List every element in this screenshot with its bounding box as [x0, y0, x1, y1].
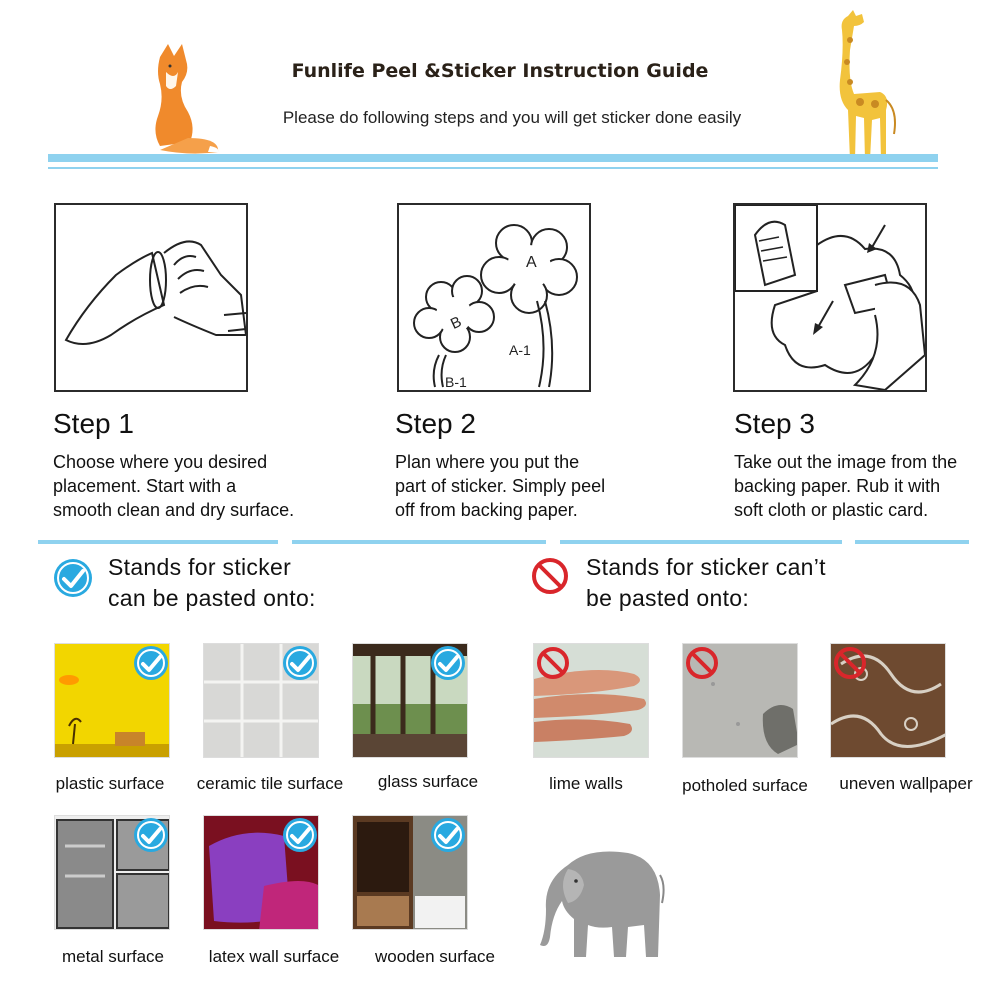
label-a1: A-1	[509, 342, 531, 358]
can-legend-line: can be pasted onto:	[108, 585, 316, 611]
step1-line: Choose where you desired	[53, 452, 268, 472]
step2-line: Plan where you put the	[395, 452, 580, 472]
step1-description	[53, 450, 343, 522]
section-divider	[855, 540, 969, 544]
step3-line: soft cloth or plastic card.	[734, 500, 929, 520]
step2-illustration	[397, 203, 591, 392]
cannot-legend-line: Stands for sticker can’t	[586, 554, 826, 580]
label-a: A	[526, 254, 537, 271]
caption-metal-surface: metal surface	[61, 947, 165, 966]
caption-lime-walls: lime walls	[549, 774, 623, 793]
page-subtitle: Please do following steps and you will get sticker done easily	[282, 108, 742, 127]
caption-ceramic-tile-surface: ceramic tile surface	[196, 774, 344, 793]
check-badge-icon	[282, 645, 318, 681]
cannot-legend	[586, 552, 826, 614]
step3-description	[734, 450, 994, 522]
check-badge-icon	[133, 817, 169, 853]
prohibited-badge-icon	[535, 645, 571, 681]
prohibited-badge-icon	[832, 645, 868, 681]
label-b: B	[447, 313, 465, 333]
section-divider	[38, 540, 278, 544]
step2-title: Step 2	[395, 408, 476, 439]
check-circle-icon	[53, 558, 93, 598]
elephant-illustration	[528, 845, 668, 963]
step2-line: off from backing paper.	[395, 500, 578, 520]
step3-line: Take out the image from the	[734, 452, 958, 472]
step2-line: part of sticker. Simply peel	[395, 476, 606, 496]
check-badge-icon	[133, 645, 169, 681]
step1-line: smooth clean and dry surface.	[53, 500, 295, 520]
step1-title: Step 1	[53, 408, 134, 439]
cannot-legend-line: be pasted onto:	[586, 585, 750, 611]
step2-description	[395, 450, 685, 522]
caption-uneven-wallpaper: uneven wallpaper	[839, 774, 973, 793]
header-divider-thin	[48, 167, 938, 169]
section-divider	[560, 540, 842, 544]
step3-line: backing paper. Rub it with	[734, 476, 941, 496]
caption-plastic-surface: plastic surface	[55, 774, 165, 793]
step3-title: Step 3	[734, 408, 815, 439]
label-b1: B-1	[445, 374, 467, 390]
caption-glass-surface: glass surface	[377, 772, 479, 791]
can-legend	[108, 552, 316, 614]
step1-illustration	[54, 203, 248, 392]
flower-sticker-icon	[399, 205, 589, 390]
page-title: Funlife Peel &Sticker Instruction Guide	[291, 60, 709, 82]
caption-potholed-surface: potholed surface	[682, 776, 808, 795]
prohibited-badge-icon	[684, 645, 720, 681]
check-badge-icon	[430, 817, 466, 853]
check-badge-icon	[430, 645, 466, 681]
peel-apply-icon	[735, 205, 925, 390]
caption-latex-wall-surface: latex wall surface	[208, 947, 340, 966]
step1-line: placement. Start with a	[53, 476, 237, 496]
prohibited-icon	[530, 556, 570, 596]
can-legend-line: Stands for sticker	[108, 554, 292, 580]
caption-wooden-surface: wooden surface	[374, 947, 496, 966]
check-badge-icon	[282, 817, 318, 853]
section-divider	[292, 540, 546, 544]
step3-illustration	[733, 203, 927, 392]
cleaning-hand-icon	[56, 205, 246, 390]
giraffe-illustration	[820, 10, 900, 168]
header-divider	[48, 154, 938, 162]
